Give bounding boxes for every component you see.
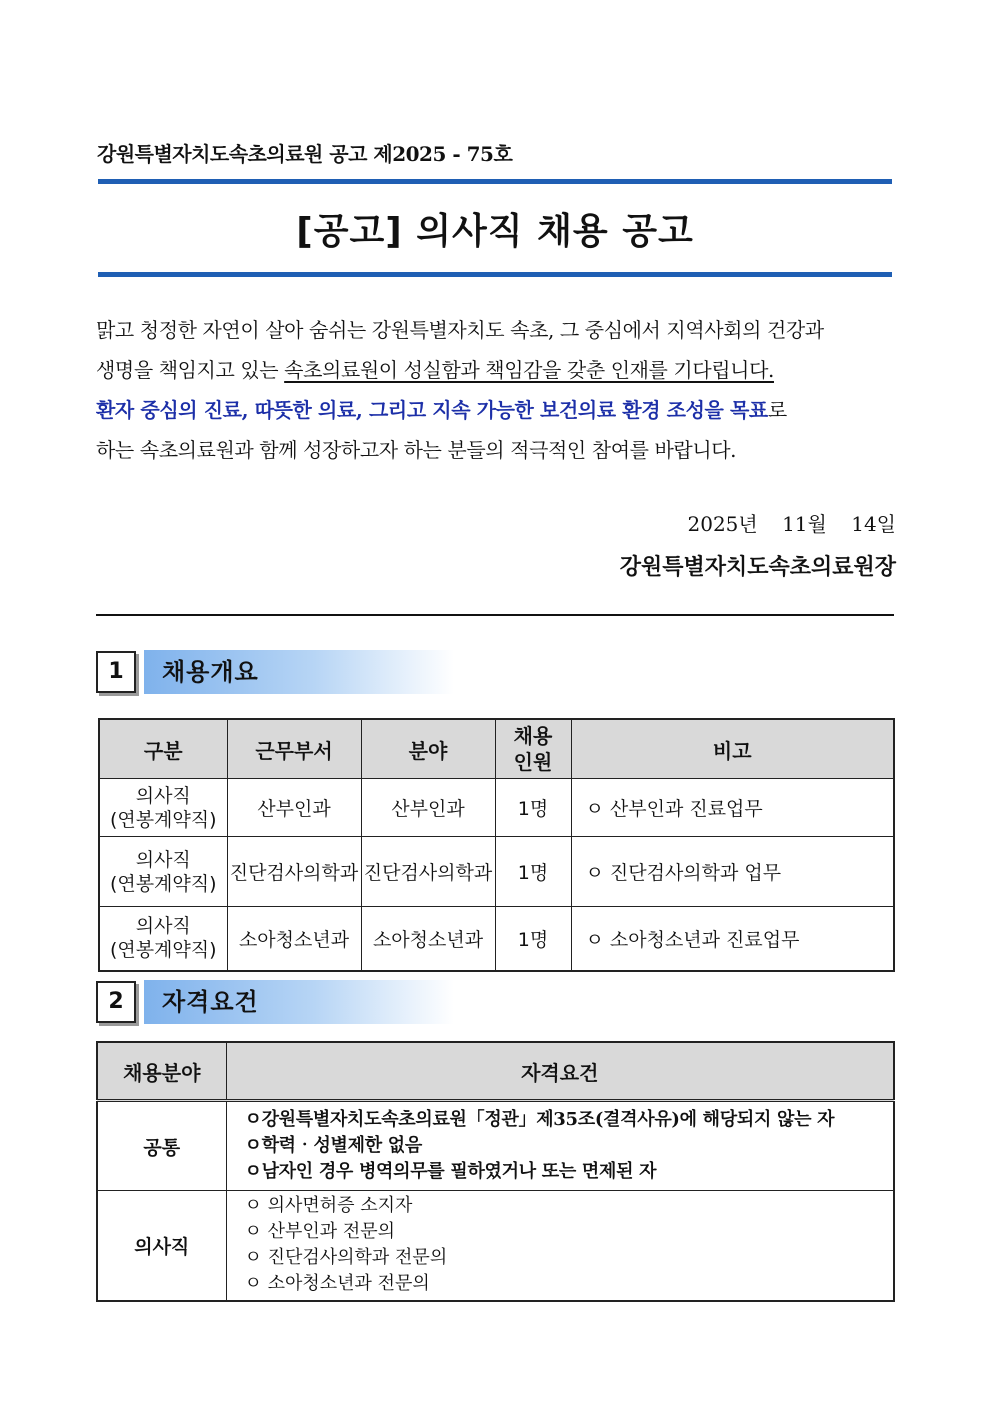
section-1-title: 채용개요 [144, 650, 454, 694]
row-count: 1명 [495, 779, 571, 837]
row-note: ㅇ 산부인과 진료업무 [571, 779, 894, 837]
row-field: 진단검사의학과 [361, 837, 495, 907]
intro-line-2 [96, 350, 896, 390]
header-field: 채용분야 [97, 1042, 226, 1101]
date-year: 2025년 [687, 512, 758, 536]
date-month: 11월 [782, 512, 827, 536]
table-header-row [97, 1042, 894, 1101]
intro-line-3-emphasis: 환자 중심의 진료, 따뜻한 의료, 그리고 지속 가능한 보건의료 환경 조성을 목표 [96, 398, 768, 422]
intro-line-2-plain: 생명을 책임지고 있는 [96, 358, 285, 382]
table-row [99, 837, 894, 907]
row-note: ㅇ 진단검사의학과 업무 [571, 837, 894, 907]
table-row [99, 779, 894, 837]
row-count: 1명 [495, 837, 571, 907]
section-2-number: 2 [96, 981, 136, 1023]
requirement-item: ㅇ 소아청소년과 전문의 [244, 1273, 430, 1295]
intro-line-3 [96, 390, 896, 430]
intro-line-4: 하는 속초의료원과 함께 성장하고자 하는 분들의 적극적인 참여를 바랍니다. [96, 438, 737, 462]
title-bottom-rule [98, 272, 892, 277]
row-category: 의사직 (연봉계약직) [99, 837, 227, 907]
requirement-item: ㅇ 의사면허증 소지자 [244, 1195, 413, 1217]
page-title: [공고] 의사직 채용 공고 [296, 211, 694, 252]
row-field: 산부인과 [361, 779, 495, 837]
row-field: 의사직 [97, 1191, 226, 1301]
row-requirements [226, 1101, 894, 1191]
announcement-number: 강원특별자치도속초의료원 공고 제2025 - 75호 [97, 142, 513, 166]
header-count: 채용 인원 [495, 719, 571, 779]
table-header-row [99, 719, 894, 779]
intro-line-1: 맑고 청정한 자연이 살아 숨쉬는 강원특별자치도 속초, 그 중심에서 지역사회의 건강과 [96, 318, 824, 342]
row-note: ㅇ 소아청소년과 진료업무 [571, 907, 894, 971]
requirement-item: ㅇ 산부인과 전문의 [244, 1221, 396, 1243]
signatory: 강원특별자치도속초의료원장 [619, 554, 896, 580]
qualification-table [96, 1041, 895, 1302]
header-dept: 근무부서 [227, 719, 361, 779]
requirement-item: ㅇ강원특별자치도속초의료원「정관」제35조(결격사유)에 해당되지 않는 자 [244, 1109, 835, 1130]
requirement-item: ㅇ남자인 경우 병역의무를 필하였거나 또는 면제된 자 [244, 1161, 657, 1182]
intro-line-2-underlined: 속초의료원이 성실함과 책임감을 갖춘 인재를 기다립니다. [284, 358, 774, 382]
table-row [99, 907, 894, 971]
recruitment-overview-table [98, 718, 895, 972]
row-field: 소아청소년과 [361, 907, 495, 971]
row-category: 의사직 (연봉계약직) [99, 907, 227, 971]
requirement-item: ㅇ학력‧성별제한 없음 [244, 1135, 422, 1156]
row-dept: 산부인과 [227, 779, 361, 837]
row-requirements [226, 1191, 894, 1301]
row-count: 1명 [495, 907, 571, 971]
row-dept: 진단검사의학과 [227, 837, 361, 907]
header-note: 비고 [571, 719, 894, 779]
section-1-number: 1 [96, 651, 136, 693]
section-divider [96, 614, 894, 616]
requirement-item: ㅇ 진단검사의학과 전문의 [244, 1247, 448, 1269]
row-dept: 소아청소년과 [227, 907, 361, 971]
section-2-title: 자격요건 [144, 980, 454, 1024]
table-row [97, 1191, 894, 1301]
row-field: 공통 [97, 1101, 226, 1191]
intro-line-3-tail: 로 [767, 398, 787, 422]
announcement-date [684, 508, 897, 537]
title-top-rule [98, 179, 892, 184]
date-day: 14일 [851, 512, 896, 536]
intro-paragraph [96, 310, 896, 470]
table-row [97, 1101, 894, 1191]
header-category: 구분 [99, 719, 227, 779]
row-category: 의사직 (연봉계약직) [99, 779, 227, 837]
header-field: 분야 [361, 719, 495, 779]
header-requirements: 자격요건 [226, 1042, 894, 1101]
